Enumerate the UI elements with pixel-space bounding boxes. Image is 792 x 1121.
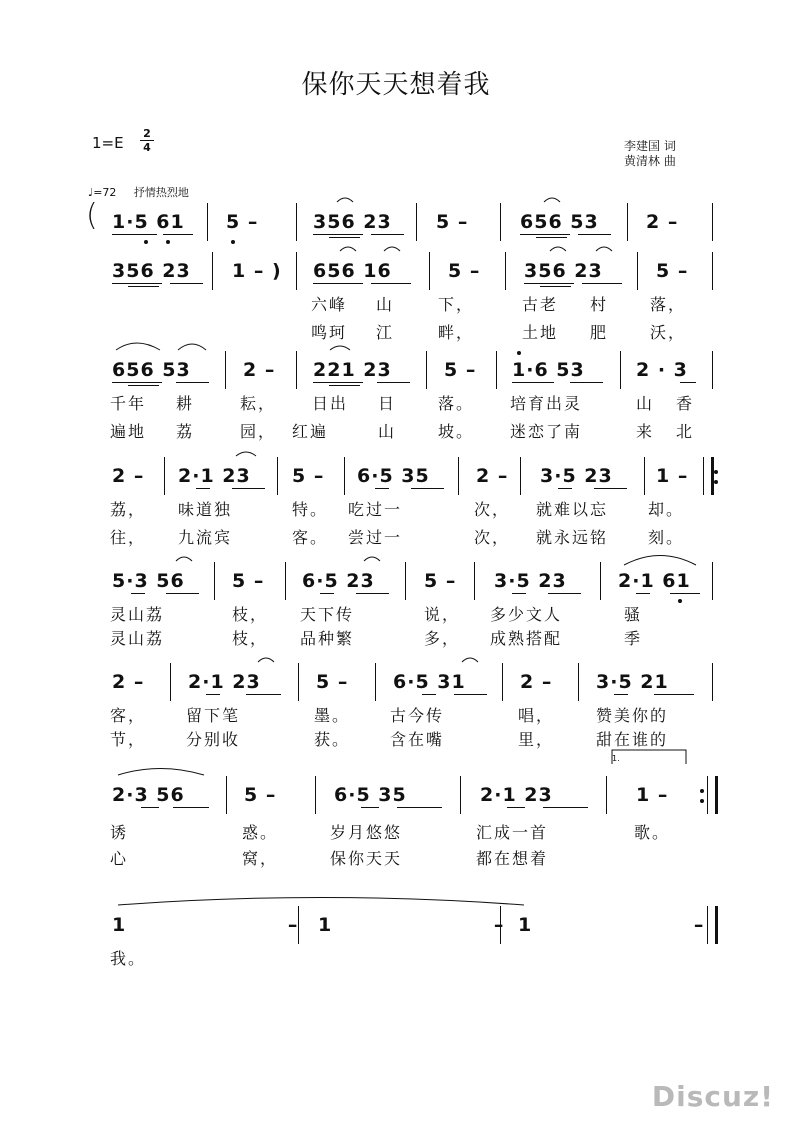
- composer: 黄清林 曲: [624, 154, 676, 168]
- lyric-v1: 日: [378, 394, 397, 413]
- lyric-v1: 山: [376, 295, 395, 314]
- lyric-v2: 来: [636, 422, 655, 441]
- lyric-v1: 岁月悠悠: [330, 823, 403, 842]
- lyric-v2: 品种繁: [300, 629, 355, 648]
- lyric-v1: 我。: [110, 949, 147, 968]
- barline: [416, 203, 417, 241]
- lyric-v1: 唱，: [518, 706, 555, 725]
- lyric-v1: 六峰: [311, 295, 348, 314]
- lyric-v2: 坡。: [438, 422, 475, 441]
- lyric-v2: 季: [624, 629, 643, 648]
- measure: 5 –: [656, 260, 689, 282]
- measure: 356 23: [524, 260, 603, 282]
- lyric-v1: 古老: [522, 295, 559, 314]
- barline: [296, 203, 297, 241]
- tempo-line: [88, 184, 189, 200]
- lyric-v1: 客，: [110, 706, 147, 725]
- lyric-v2: 北: [676, 422, 695, 441]
- lyric-v1: 日出: [312, 394, 349, 413]
- lyric-v2: 畔，: [438, 323, 475, 342]
- lyric-v2: 肥: [590, 323, 609, 342]
- lyric-v2: 成熟搭配: [490, 629, 563, 648]
- lyric-v1: 惑。: [242, 823, 279, 842]
- measure: 356 23: [313, 211, 392, 233]
- measure: 5 –: [292, 465, 325, 487]
- measure: 2 –: [243, 359, 276, 381]
- lyric-v2: 客。: [292, 528, 329, 547]
- watermark: Discuz!: [651, 1080, 774, 1113]
- lyric-v2: 园，: [240, 422, 277, 441]
- lyric-v1: 耕: [176, 394, 195, 413]
- lyricist: 李建国 词: [624, 139, 676, 153]
- credits: [624, 139, 676, 169]
- tempo-mark: ♩=72: [88, 186, 117, 199]
- measure: 5 –: [424, 570, 457, 592]
- lyric-v2: 次，: [474, 528, 511, 547]
- measure: 5 –: [316, 671, 349, 693]
- measure: 1 –: [518, 914, 782, 936]
- time-bottom: 4: [143, 141, 151, 154]
- measure: 1·6 53: [512, 359, 585, 381]
- barline: [500, 203, 501, 241]
- barline: [207, 203, 208, 241]
- measure: 2 –: [112, 465, 145, 487]
- lyric-v2: 获。: [314, 730, 351, 749]
- lyric-v1: 古今传: [390, 706, 445, 725]
- measure: 2 · 3: [636, 359, 688, 381]
- lyric-v1: 特。: [292, 500, 329, 519]
- lyric-v2: 江: [376, 323, 395, 342]
- lyric-v1: 墨。: [314, 706, 351, 725]
- lyric-v2: 节，: [110, 730, 147, 749]
- lyric-v2: 山: [378, 422, 397, 441]
- lyric-v1: 荔，: [110, 500, 147, 519]
- barline: [712, 203, 713, 241]
- lyric-v1: 骚: [624, 605, 643, 624]
- measure: 5 –: [448, 260, 481, 282]
- lyric-v1: 留下笔: [186, 706, 241, 725]
- lyric-v1: 下，: [438, 295, 475, 314]
- lyric-v2: 土地: [522, 323, 559, 342]
- measure: 2 –: [520, 671, 553, 693]
- lyric-v1: 诱: [110, 823, 129, 842]
- measure: 1 –: [318, 914, 582, 936]
- lyric-v2: 心: [110, 849, 129, 868]
- measure: 2·1 23: [178, 465, 251, 487]
- measure: 356 23: [112, 260, 191, 282]
- lyric-v1: 山: [636, 394, 655, 413]
- key-signature: 1=E: [92, 134, 124, 152]
- lyric-v2: 红遍: [292, 422, 329, 441]
- lyric-v1: 落。: [438, 394, 475, 413]
- lyric-v2: 迷恋了南: [510, 422, 583, 441]
- measure: 5 –: [232, 570, 265, 592]
- measure: 2·3 56: [112, 784, 185, 806]
- lyric-v2: 遍地: [110, 422, 147, 441]
- lyric-v2: 枝，: [232, 629, 269, 648]
- measure: 2 –: [112, 671, 145, 693]
- lyric-v1: 次，: [474, 500, 511, 519]
- lyric-v1: 天下传: [300, 605, 355, 624]
- lyric-v2: 里，: [518, 730, 555, 749]
- measure: 656 16: [313, 260, 392, 282]
- lyric-v2: 窝，: [242, 849, 279, 868]
- lyric-v2: 沃，: [650, 323, 687, 342]
- lyric-v1: 村: [590, 295, 609, 314]
- measure: 3·5 23: [540, 465, 613, 487]
- measure: 5 –: [436, 211, 469, 233]
- lyric-v2: 多，: [424, 629, 461, 648]
- lyric-v2: 荔: [176, 422, 195, 441]
- lyric-v2: 尝过一: [348, 528, 403, 547]
- measure: 1 – ): [232, 260, 282, 282]
- lyric-v1: 吃过一: [348, 500, 403, 519]
- measure: 6·5 35: [334, 784, 407, 806]
- lyric-v2: 含在嘴: [390, 730, 445, 749]
- lyric-v1: 香: [676, 394, 695, 413]
- lyric-v1: 汇成一首: [476, 823, 549, 842]
- lyric-v2: 鸣珂: [311, 323, 348, 342]
- measure: 656 53: [112, 359, 191, 381]
- lyric-v2: 甜在谁的: [596, 730, 669, 749]
- volta-label: 1.: [612, 754, 620, 763]
- expression-mark: 抒情热烈地: [133, 186, 189, 199]
- measure: 2·1 23: [480, 784, 553, 806]
- measure: 221 23: [313, 359, 392, 381]
- time-top: 2: [143, 127, 151, 140]
- measure: 656 53: [520, 211, 599, 233]
- lyric-v1: 千年: [110, 394, 147, 413]
- measure: 5·3 56: [112, 570, 185, 592]
- measure: 2·1 61: [618, 570, 691, 592]
- measure: 6·5 23: [302, 570, 375, 592]
- lyric-v1: 歌。: [634, 823, 671, 842]
- measure: 5 –: [244, 784, 277, 806]
- time-signature: [140, 128, 154, 153]
- measure: 2 –: [646, 211, 679, 233]
- lyric-v2: 刻。: [648, 528, 685, 547]
- measure: 5 –: [444, 359, 477, 381]
- measure: 6·5 35: [357, 465, 430, 487]
- lyric-v1: 枝，: [232, 605, 269, 624]
- measure: 5 –: [226, 211, 259, 233]
- lyric-v1: 赞美你的: [596, 706, 669, 725]
- lyric-v2: 都在想着: [476, 849, 549, 868]
- lyric-v2: 分别收: [186, 730, 241, 749]
- lyric-v1: 却。: [648, 500, 685, 519]
- measure: 1·5 61: [112, 211, 185, 233]
- lyric-v2: 就永远铭: [536, 528, 609, 547]
- lyric-v2: 灵山荔: [110, 629, 165, 648]
- lyric-v1: 培育出灵: [510, 394, 583, 413]
- lyric-v1: 落，: [650, 295, 687, 314]
- lyric-v1: 多少文人: [490, 605, 563, 624]
- measure: 2·1 23: [188, 671, 261, 693]
- lyric-v1: 说，: [424, 605, 461, 624]
- song-title: 保你天天想着我: [301, 70, 491, 100]
- lyric-v1: 就难以忘: [536, 500, 609, 519]
- measure: 1 –: [636, 784, 669, 806]
- lyric-v1: 耘，: [240, 394, 277, 413]
- lyric-v1: 味道独: [178, 500, 233, 519]
- lyric-v2: 保你天天: [330, 849, 403, 868]
- measure: 3·5 21: [596, 671, 669, 693]
- measure: 3·5 23: [494, 570, 567, 592]
- barline: [627, 203, 628, 241]
- measure: 2 –: [476, 465, 509, 487]
- measure: 1 –: [112, 914, 376, 936]
- measure: 6·5 31: [393, 671, 466, 693]
- lyric-v2: 往，: [110, 528, 147, 547]
- lyric-v2: 九流宾: [178, 528, 233, 547]
- lyric-v1: 灵山荔: [110, 605, 165, 624]
- intro-paren: (: [86, 198, 98, 233]
- measure: 1 –: [656, 465, 689, 487]
